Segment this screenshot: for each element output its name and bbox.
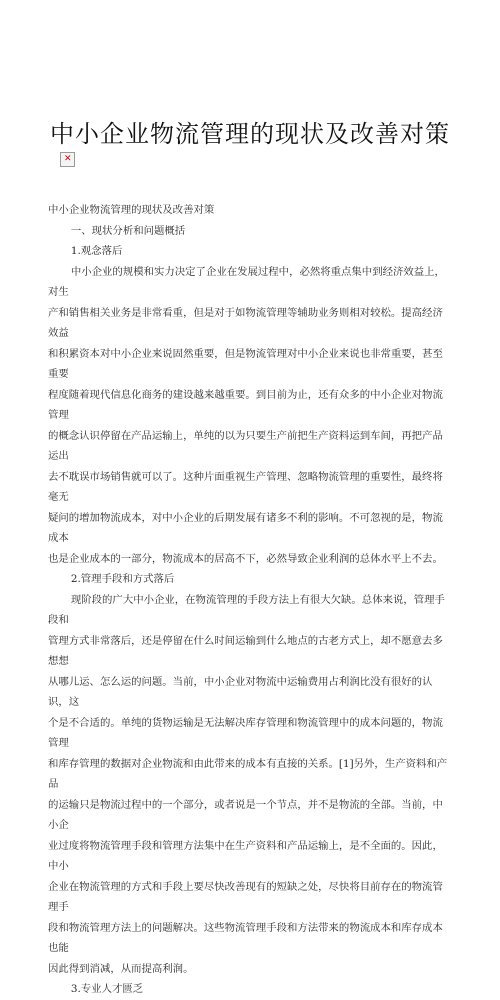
- paragraph-line: 企业在物流管理的方式和手段上要尽快改善现有的短缺之处，尽快将目前存在的物流管理手: [48, 880, 443, 913]
- paragraph-line: 也是企业成本的一部分，物流成本的居高不下，必然导致企业利润的总体水平上不去。: [48, 552, 443, 565]
- paragraph-line: 程度随着现代信息化商务的建设越来越重要。到目前为止，还有众多的中小企业对物流管理: [48, 388, 443, 421]
- paragraph-line: 业过度将物流管理手段和管理方法集中在生产资料和产品运输上，是不全面的。因此，中小: [48, 839, 443, 872]
- paragraph-line: 个是不合适的。单纯的货物运输是无法解决库存管理和物流管理中的成本问题的，物流管理: [48, 716, 443, 749]
- paragraph-line: 段和物流管理方法上的问题解决。这些物流管理手段和方法带来的物流成本和库存成本也能: [48, 921, 443, 954]
- paragraph-line: 疑问的增加物流成本，对中小企业的后期发展有诸多不利的影响。不可忽视的是，物流成本: [48, 511, 443, 544]
- broken-image-icon: [60, 152, 75, 167]
- paragraph-line: 的概念认识停留在产品运输上，单纯的以为只要生产前把生产资料运到车间，再把产品运出: [48, 429, 443, 462]
- subsection-2-heading: 2.管理手段和方式落后: [70, 573, 175, 585]
- paragraph-line: 现阶段的广大中小企业，在物流管理的手段方法上有很大欠缺。总体来说，管理手段和: [48, 593, 445, 626]
- paragraph-1: [48, 262, 452, 570]
- subsection-3-heading: 3.专业人才匮乏: [70, 983, 144, 995]
- paragraph-line: 和库存管理的数据对企业物流和由此带来的成本有直接的关系。[1]另外，生产资料和产品: [48, 757, 448, 790]
- paragraph-line: 的运输只是物流过程中的一个部分，或者说是一个节点，并不是物流的全部。当前，中小企: [48, 798, 443, 831]
- paragraph-line: 从哪儿运、怎么运的问题。当前，中小企业对物流中运输费用占利润比没有很好的认识，这: [48, 675, 433, 708]
- broken-image-x-mark: ✕: [64, 154, 72, 164]
- paragraph-line: 产和销售相关业务是非常看重，但是对于如物流管理等辅助业务则相对较松。提高经济效益: [48, 306, 443, 339]
- paragraph-line: 中小企业的规模和实力决定了企业在发展过程中，必然将重点集中到经济效益上，对生: [48, 265, 445, 298]
- subsection-1-heading: 1.观念落后: [70, 245, 123, 257]
- paragraph-line: 和积累资本对中小企业来说固然重要，但是物流管理对中小企业来说也非常重要，甚至重要: [48, 347, 443, 380]
- paragraph-2: [48, 590, 452, 980]
- paragraph-line: 因此得到消减，从而提高利润。: [48, 962, 194, 975]
- document-body: [48, 200, 452, 1000]
- document-title: 中小企业物流管理的现状及改善对策: [50, 120, 450, 149]
- section-1-heading: 一、现状分析和问题概括: [70, 224, 186, 237]
- subtitle: 中小企业物流管理的现状及改善对策: [48, 204, 215, 216]
- paragraph-line: 管理方式非常落后，还是停留在什么时间运输到什么地点的古老方式上，却不愿意去多想想: [48, 634, 443, 667]
- paragraph-line: 去不耽误市场销售就可以了。这种片面重视生产管理、忽略物流管理的重要性，最终将毫无: [48, 470, 443, 503]
